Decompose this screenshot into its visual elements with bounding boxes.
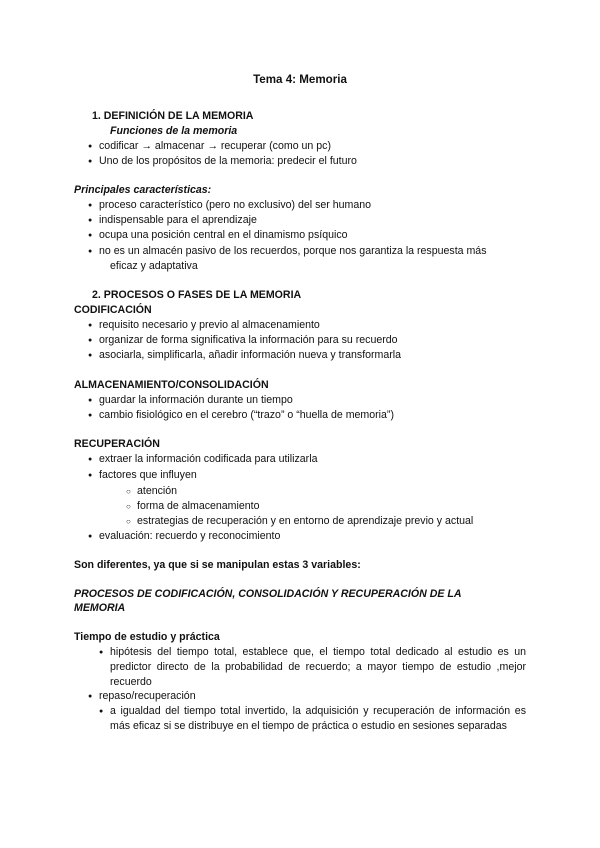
list-item: ● guardar la información durante un tiempo: [99, 393, 293, 408]
sub-list-item: ○ estrategias de recuperación y en entorno de aprendizaje previo y actual: [137, 514, 473, 529]
characteristics-heading: Principales características:: [74, 184, 212, 196]
sub-list-item: ○ atención: [137, 484, 177, 499]
variables-statement: Son diferentes, ya que si se manipulan estas 3 variables:: [74, 559, 361, 571]
section-1-subheading: Funciones de la memoria: [110, 125, 238, 137]
list-item: ● organizar de forma significativa la información para su recuerdo: [99, 333, 398, 348]
list-item: ● evaluación: recuerdo y reconocimiento: [99, 529, 280, 544]
list-item: ● codificar → almacenar → recuperar (como un pc): [99, 139, 331, 154]
list-item: ● no es un almacén pasivo de los recuerdos, porque nos garantiza la respuesta más: [99, 244, 487, 259]
list-item: ● requisito necesario y previo al almacenamiento: [99, 318, 320, 333]
list-item: ● indispensable para el aprendizaje: [99, 213, 257, 228]
list-item-continuation: eficaz y adaptativa: [110, 260, 198, 272]
study-time-heading: Tiempo de estudio y práctica: [74, 631, 220, 643]
codificacion-heading: CODIFICACIÓN: [74, 304, 152, 316]
almacenamiento-heading: ALMACENAMIENTO/CONSOLIDACIÓN: [74, 379, 269, 391]
list-item: ● repaso/recuperación: [99, 689, 196, 704]
list-item: ● a igualdad del tiempo total invertido, la adquisición y recuperación de información es más eficaz si se distribuye en el tiempo de práctica o estudio en sesiones separadas: [110, 704, 526, 734]
list-item: ● asociarla, simplificarla, añadir información nueva y transformarla: [99, 348, 401, 363]
list-item: ● proceso característico (pero no exclusivo) del ser humano: [99, 198, 371, 213]
list-item: ● cambio fisiológico en el cerebro (“trazo” o “huella de memoria”): [99, 408, 394, 423]
processes-heading-line1: PROCESOS DE CODIFICACIÓN, CONSOLIDACIÓN Y RECUPERACIÓN DE LA: [74, 588, 462, 600]
list-item: ● hipótesis del tiempo total, establece que, el tiempo total dedicado al estudio es un predictor directo de la probabilidad de recuerdo; a mayor tiempo de estudio ,mejor recuerdo: [110, 645, 526, 690]
section-1-heading: 1. DEFINICIÓN DE LA MEMORIA: [92, 110, 254, 122]
recuperacion-heading: RECUPERACIÓN: [74, 438, 160, 450]
processes-heading-line2: MEMORIA: [74, 602, 126, 614]
list-item: ● Uno de los propósitos de la memoria: predecir el futuro: [99, 154, 357, 169]
list-item: ● factores que influyen: [99, 468, 197, 483]
list-item: ● extraer la información codificada para utilizarla: [99, 452, 317, 467]
page-title: Tema 4: Memoria: [253, 73, 347, 86]
section-2-heading: 2. PROCESOS O FASES DE LA MEMORIA: [92, 289, 302, 301]
list-item: ● ocupa una posición central en el dinamismo psíquico: [99, 228, 348, 243]
sub-list-item: ○ forma de almacenamiento: [137, 499, 259, 514]
